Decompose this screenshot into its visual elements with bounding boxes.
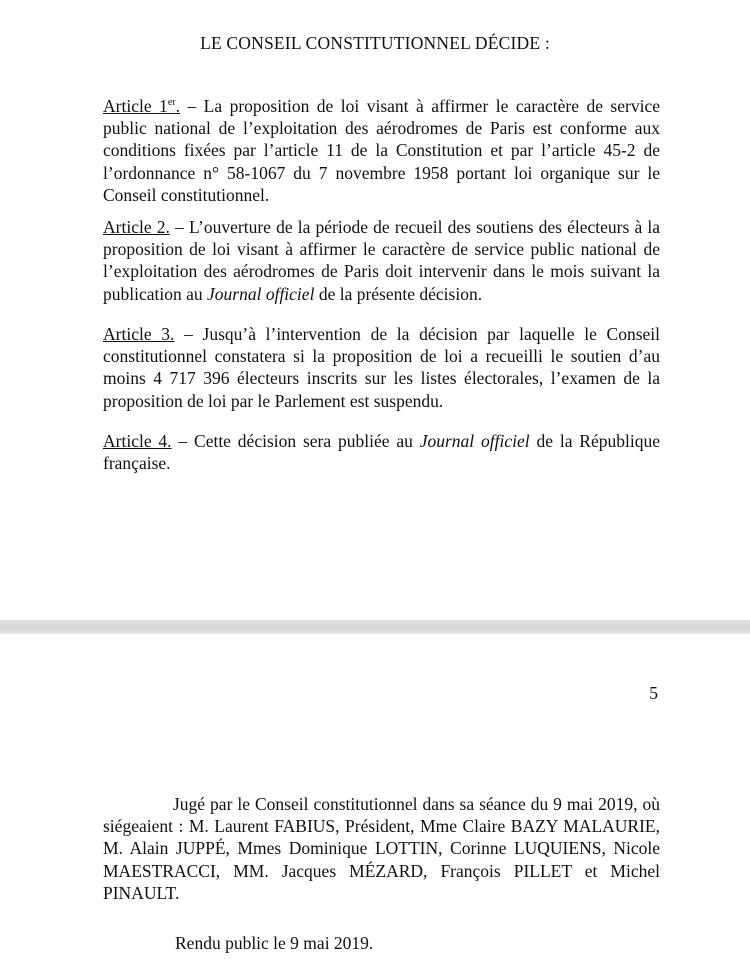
article-2-journal: Journal officiel <box>207 283 315 304</box>
decision-heading: LE CONSEIL CONSTITUTIONNEL DÉCIDE : <box>200 33 550 53</box>
page-separator <box>0 620 750 634</box>
article-2-label: Article 2. <box>103 217 170 237</box>
publication-date: Rendu public le 9 mai 2019. <box>175 933 374 953</box>
article-3-text: Jusqu’à l’intervention de la décision par laquelle le Conseil constitutionnel constatera si la proposition de loi a recueilli le soutien d’au moins 4 717 396 électeurs inscrits sur les listes électorales, l’examen de la proposition de loi par le Parlement est suspendu. <box>103 324 661 411</box>
article-1: Article 1er. – La proposition de loi visant à affirmer le caractère de service public national de l’exploitation des aérodromes de Paris est conforme aux conditions fixées par l’article 11 de la Constitution et par l’article 45-2 de l’ordonnance n° 58-1067 du 7 novembre 1958 portant loi organique sur le Conseil constitutionnel. <box>103 96 660 205</box>
article-4-journal: Journal officiel <box>419 431 530 451</box>
judgment-paragraph: Jugé par le Conseil constitutionnel dans sa séance du 9 mai 2019, où siégeaient : M. Laurent FABIUS, Président, Mme Claire BAZY MALAURIE, M. Alain JUPPÉ, Mmes Dominique LOTTIN, Corinne LUQUIENS, Nicole MAESTRACCI, MM. Jacques MÉZARD, François PILLET et Michel PINAULT. <box>103 794 660 903</box>
article-1-label: Article 1er. <box>103 96 180 116</box>
article-4: Article 4. – Cette décision sera publiée au Journal officiel de la République française. <box>103 431 660 474</box>
article-4-label: Article 4. <box>103 431 172 451</box>
article-1-text: La proposition de loi visant à affirmer le caractère de service public national de l’exploitation des aérodromes de Paris est conforme aux conditions fixées par l’article 11 de la Constitution et par l’article 45-2 de l’ordonnance n° 58-1067 du 7 novembre 1958 portant loi organique sur le Conseil constitutionnel. <box>103 96 660 205</box>
page-number: 5 <box>649 683 658 703</box>
article-2: Article 2. – L’ouverture de la période de recueil des soutiens des électeurs à la proposition de loi visant à affirmer le caractère de service public national de l’exploitation des aérodromes de Paris doit intervenir dans le mois suivant la publication au Journal officiel de la présente décision. <box>103 217 660 304</box>
article-4-text: Cette décision sera publiée au <box>194 431 420 451</box>
article-2-text: L’ouverture de la période de recueil des soutiens des électeurs à la proposition de loi visant à affirmer le caractère de service public national de l’exploitation des aérodromes de Paris doit intervenir dans le mois suivant la publication au <box>103 217 660 304</box>
article-3: Article 3. – Jusqu’à l’intervention de la décision par laquelle le Conseil constitutionnel constatera si la proposition de loi a recueilli le soutien d’au moins 4 717 396 électeurs inscrits sur les listes électorales, l’examen de la proposition de loi par le Parlement est suspendu. <box>103 324 661 411</box>
article-3-label: Article 3. <box>103 324 175 344</box>
